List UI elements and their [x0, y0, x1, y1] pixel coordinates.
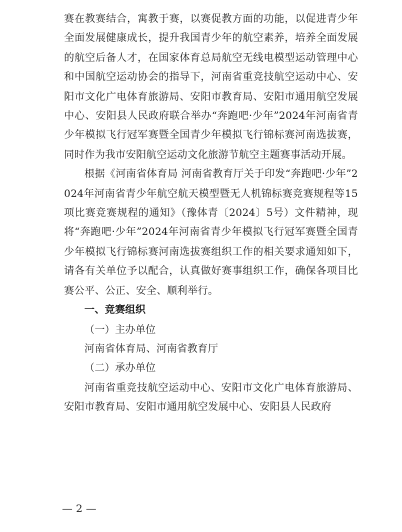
subheading-host-units: （一）主办单位 [84, 324, 156, 336]
organizer-units-text: 河南省重竞技航空运动中心、安阳市文化广电体育旅游局、安阳市教育局、安阳市通用航空发展中心、安阳县人民政府 [64, 382, 358, 414]
page-number: — 2 — [62, 503, 97, 515]
subheading-organizer-units: （二）承办单位 [84, 363, 156, 375]
section-heading-competition-organization: 一、竞赛组织 [84, 305, 146, 317]
paragraph-notice: 根据《河南省体育局 河南省教育厅关于印发“奔跑吧·少年”2024年河南省青少年航空航天模型暨无人机锦标赛竞赛规程等15项比赛竞赛规程的通知》（豫体青〔2024〕5号）文件精神，现将“奔跑吧·少年”2024年河南省青少年模拟飞行冠军赛暨全国青少年模拟飞行锦标赛河南选拔赛组织工作的相关要求通知如下，请各有关单位予以配合，认真做好赛事组织工作，确保各项目比赛公平、公正、安全、顺利举行。 [64, 169, 358, 297]
paragraph-intro-continued: 赛在教赛结合，寓教于赛，以赛促教方面的功能，以促进青少年全面发展健康成长，提升我国青少年的航空素养，培养全面发展的航空后备人才，在国家体育总局航空无线电模型运动管理中心和中国航空运动协会的指导下，河南省重竞技航空运动中心、安阳市文化广电体育旅游局、安阳市教育局、安阳市通用航空发展中心、安阳县人民政府联合举办“奔跑吧·少年”2024年河南省青少年模拟飞行冠军赛暨全国青少年模拟飞行锦标赛河南选拔赛，同时作为我市安阳航空运动文化旅游节航空主题赛事活动开展。 [64, 14, 358, 161]
host-units-text: 河南省体育局、河南省教育厅 [84, 343, 219, 355]
